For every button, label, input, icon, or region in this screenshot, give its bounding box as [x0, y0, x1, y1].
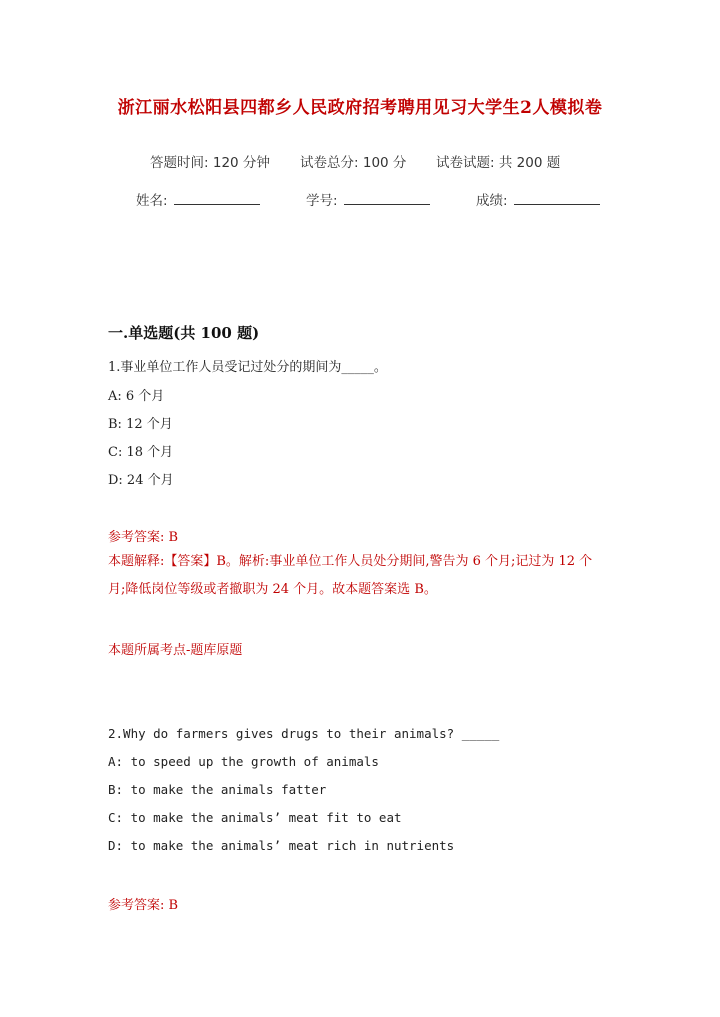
question-1-answer: 参考答案: B [108, 530, 179, 545]
id-label: 学号: [306, 193, 338, 209]
question-2-text: 2.Why do farmers gives drugs to their animals? _____ [108, 726, 500, 741]
question-1-explanation: 本题解释:【答案】B。解析:事业单位工作人员处分期间,警告为 6 个月;记过为 12 个月;降低岗位等级或者撤职为 24 个月。故本题答案选 B。 [108, 554, 593, 597]
time-value: 120 分钟 [212, 155, 270, 171]
exam-time [150, 151, 270, 171]
exam-total-score [300, 151, 406, 171]
grade-field [476, 189, 600, 209]
question-1-text: 1.事业单位工作人员受记过处分的期间为_____。 [108, 360, 387, 375]
section-title: 一.单选题(共 100 题) [108, 324, 260, 342]
question-1-option-d: D: 24 个月 [108, 473, 174, 488]
score-label: 试卷总分: [300, 155, 359, 171]
question-2-option-a: A: to speed up the growth of animals [108, 754, 379, 769]
time-label: 答题时间: [150, 155, 209, 171]
question-2-answer: 参考答案: B [108, 898, 179, 913]
question-1-option-b: B: 12 个月 [108, 417, 173, 432]
question-1-source: 本题所属考点-题库原题 [108, 643, 243, 658]
grade-label: 成绩: [476, 193, 508, 209]
exam-title: 浙江丽水松阳县四都乡人民政府招考聘用见习大学生2人模拟卷 [117, 98, 603, 118]
count-value: 共 200 题 [498, 155, 561, 171]
question-1-option-c: C: 18 个月 [108, 445, 174, 460]
question-2-option-d: D: to make the animals’ meat rich in nutrients [108, 838, 455, 853]
question-2-option-c: C: to make the animals’ meat fit to eat [108, 810, 402, 825]
question-2-option-b: B: to make the animals fatter [108, 782, 327, 797]
name-field [136, 189, 260, 209]
grade-blank [514, 192, 600, 205]
score-value: 100 分 [362, 155, 407, 171]
name-label: 姓名: [136, 193, 168, 209]
question-1-option-a: A: 6 个月 [108, 389, 165, 404]
count-label: 试卷试题: [436, 155, 495, 171]
exam-question-count [436, 151, 560, 171]
student-id-field [306, 189, 430, 209]
id-blank [344, 192, 430, 205]
name-blank [174, 192, 260, 205]
